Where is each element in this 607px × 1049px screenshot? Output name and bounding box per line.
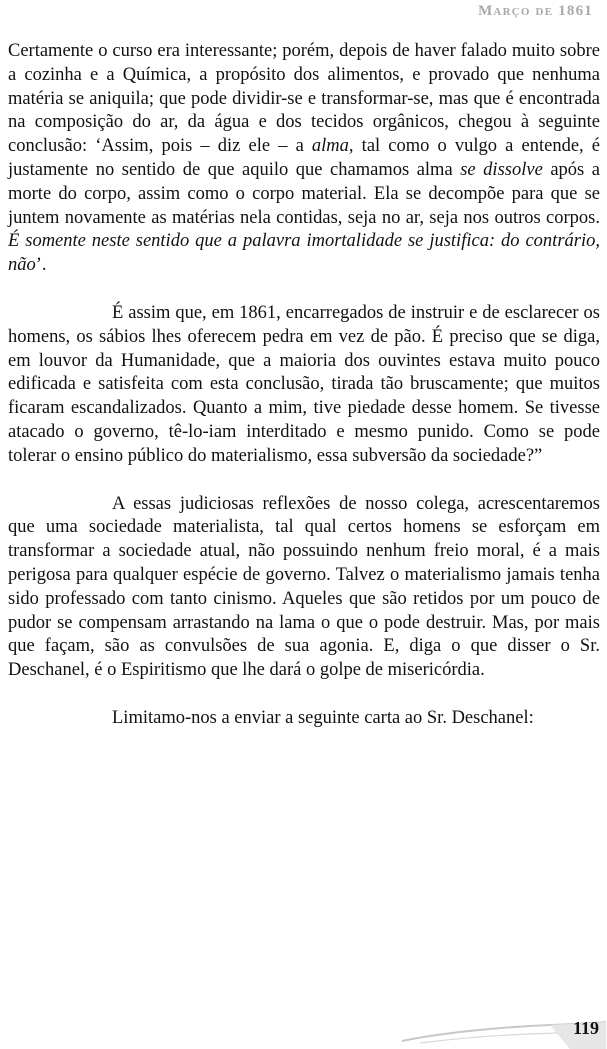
paragraph-1-text-e: após a morte do corpo, assim como o corpo material. Ela se decompõe para que se juntem novamente as matérias nela contidas, seja no ar, seja nos outros corpos. bbox=[8, 159, 600, 228]
paragraph-1-italic-se-dissolve: se dissolve bbox=[460, 159, 543, 180]
paragraph-1-text-a: Certamente o curso era interessante; porém, depois de haver falado muito sobre a cozinha e a Química, a propósito dos alimentos, e provado que nenhuma matéria se aniquila; que pode dividir-se e transformar-se, mas que é encontrada na composição do ar, da água e dos tecidos orgânicos, chegou à seguinte conclusão: ‘Assim, pois – diz ele – a bbox=[8, 41, 600, 157]
paragraph-1-italic-alma: alma bbox=[311, 136, 349, 157]
running-header: Março de 1861 bbox=[478, 3, 593, 19]
paragraph-1-text-g: ’. bbox=[35, 255, 47, 276]
page-body bbox=[8, 40, 600, 755]
paragraph-2: É assim que, em 1861, encarregados de instruir e de esclarecer os homens, os sábios lhes oferecem pedra em vez de pão. É preciso que se diga, em louvor da Humanidade, que a maioria dos ouvintes estava muito pouco edificada e satisfeita com esta conclusão, tirada tão bruscamente; que muitos ficaram escandalizados. Quanto a mim, tive piedade desse homem. Se tivesse atacado o governo, tê-lo-iam interditado e mesmo punido. Como se pode tolerar o ensino público do materialismo, essa subversão da sociedade?” bbox=[8, 302, 600, 466]
paragraph-4: Limitamo-nos a enviar a seguinte carta ao Sr. Deschanel: bbox=[112, 707, 534, 728]
paragraph-3: A essas judiciosas reflexões de nosso colega, acrescentaremos que uma sociedade materialista, tal qual certos homens se esforçam em transformar a sociedade atual, não possuindo nenhum freio moral, é a mais perigosa para qualquer espécie de governo. Talvez o materialismo jamais tenha sido professado com tanto cinismo. Aqueles que são retidos por um pouco de pudor se compensam arrastando na lama o que o pode destruir. Mas, por mais que façam, são as convulsões de sua agonia. E, diga o que disser o Sr. Deschanel, é o Espiritismo que lhe dará o golpe de misericórdia. bbox=[8, 493, 600, 681]
paragraph-1-italic-quote: É somente neste sentido que a palavra imortalidade se justifica: do contrário, não bbox=[8, 231, 600, 276]
page-number: 119 bbox=[572, 1018, 599, 1038]
paragraph-1-text-c: , tal como o vulgo a entende, é justamente no sentido de que aquilo que chamamos alma bbox=[8, 136, 600, 180]
paragraph-1 bbox=[8, 40, 600, 278]
